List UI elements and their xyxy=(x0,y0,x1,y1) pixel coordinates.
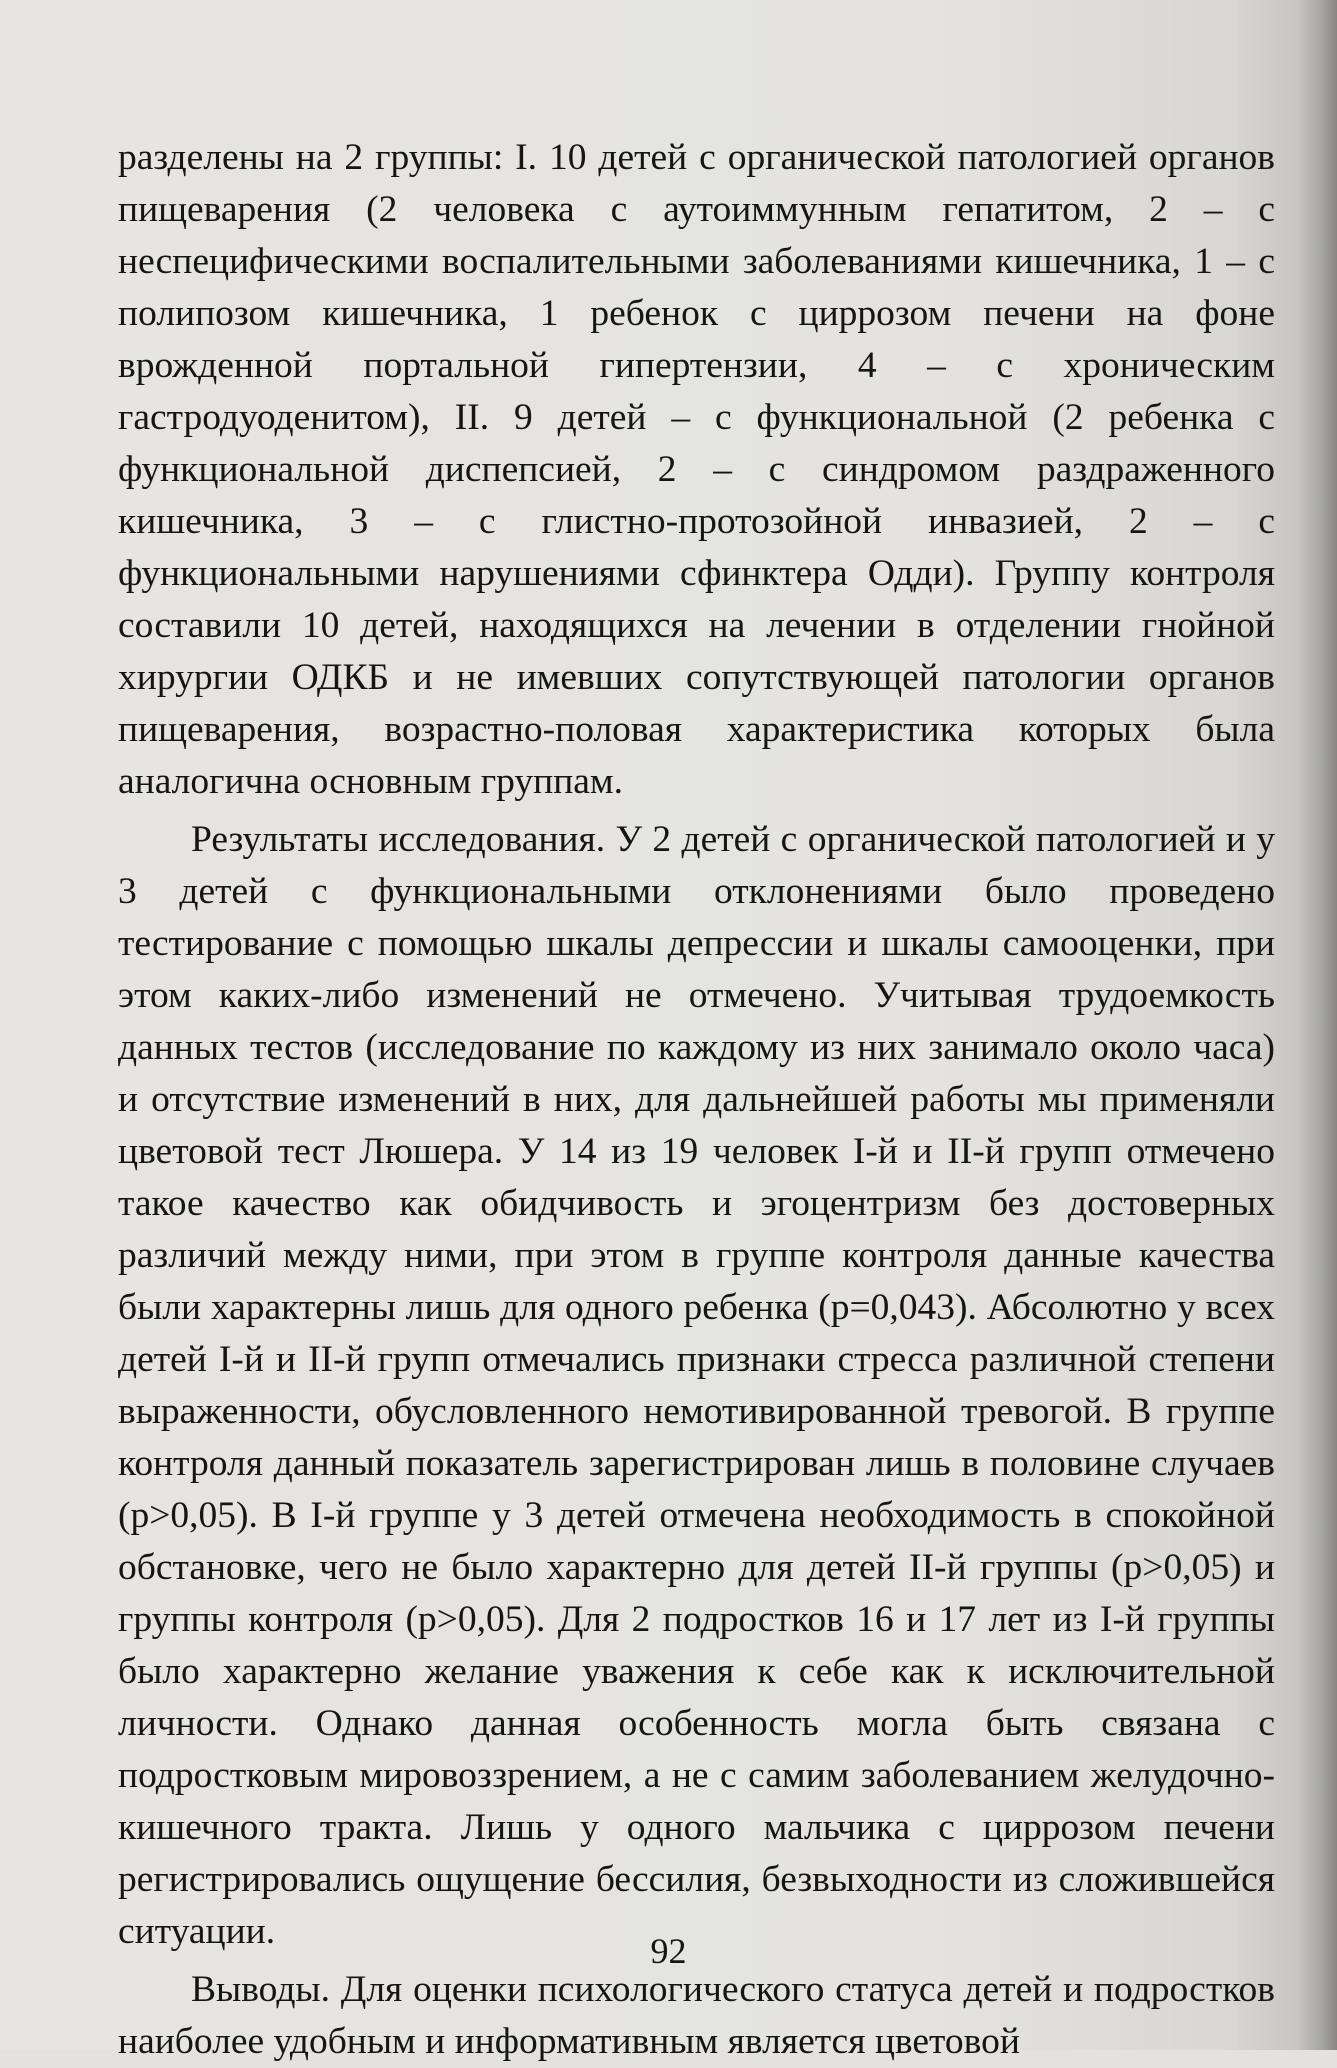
paragraph-groups: разделены на 2 группы: I. 10 детей с органической патологией органов пищеварения (2 человека с аутоиммунным гепатитом, 2 – с неспецифическими воспалительными заболеваниями кишечника, 1 – с полипозом кишечника, 1 ребенок с циррозом печени на фоне врожденной портальной гипертензии, 4 – с хроническим гастродуоденитом), II. 9 детей – с функциональной (2 ребенка с функциональной диспепсией, 2 – с синдромом раздраженного кишечника, 3 – с глистно-протозойной инвазией, 2 – с функциональными нарушениями сфинктера Одди). Группу контроля составили 10 детей, находящихся на лечении в отделении гнойной хирургии ОДКБ и не имевших сопутствующей патологии органов пищеварения, возрастно-половая характеристика которых была аналогична основным группам. xyxy=(118,137,1275,802)
body-text xyxy=(118,132,1275,2068)
paragraph-results: Результаты исследования. У 2 детей с органической патологией и у 3 детей с функциональными отклонениями было проведено тестирование с помощью шкалы депрессии и шкалы самооценки, при этом каких-либо изменений не отмечено. Учитывая трудоемкость данных тестов (исследование по каждому из них занимало около часа) и отсутствие изменений в них, для дальнейшей работы мы применяли цветовой тест Люшера. У 14 из 19 человек I-й и II-й групп отмечено такое качество как обидчивость и эгоцентризм без достоверных различий между ними, при этом в группе контроля данные качества были характерны лишь для одного ребенка (p=0,043). Абсолютно у всех детей I-й и II-й групп отмечались признаки стресса различной степени выраженности, обусловленного немотивированной тревогой. В группе контроля данный показатель зарегистрирован лишь в половине случаев (p>0,05). В I-й группе у 3 детей отмечена необходимость в спокойной обстановке, чего не было характерно для детей II-й группы (p>0,05) и группы контроля (p>0,05). Для 2 подростков 16 и 17 лет из I-й группы было характерно желание уважения к себе как к исключительной личности. Однако данная особенность могла быть связана с подростковым мировоззрением, а не с самим заболеванием желудочно-кишечного тракта. Лишь у одного мальчика с циррозом печени регистрировались ощущение бессилия, безвыходности из сложившейся ситуации. xyxy=(118,819,1275,1952)
page-number: 92 xyxy=(650,1931,687,1971)
page-edge-shadow xyxy=(1297,0,1337,2050)
paragraph-conclusions: Выводы. Для оценки психологического статуса детей и подростков наиболее удобным и информативным является цветовой xyxy=(118,1969,1275,2062)
